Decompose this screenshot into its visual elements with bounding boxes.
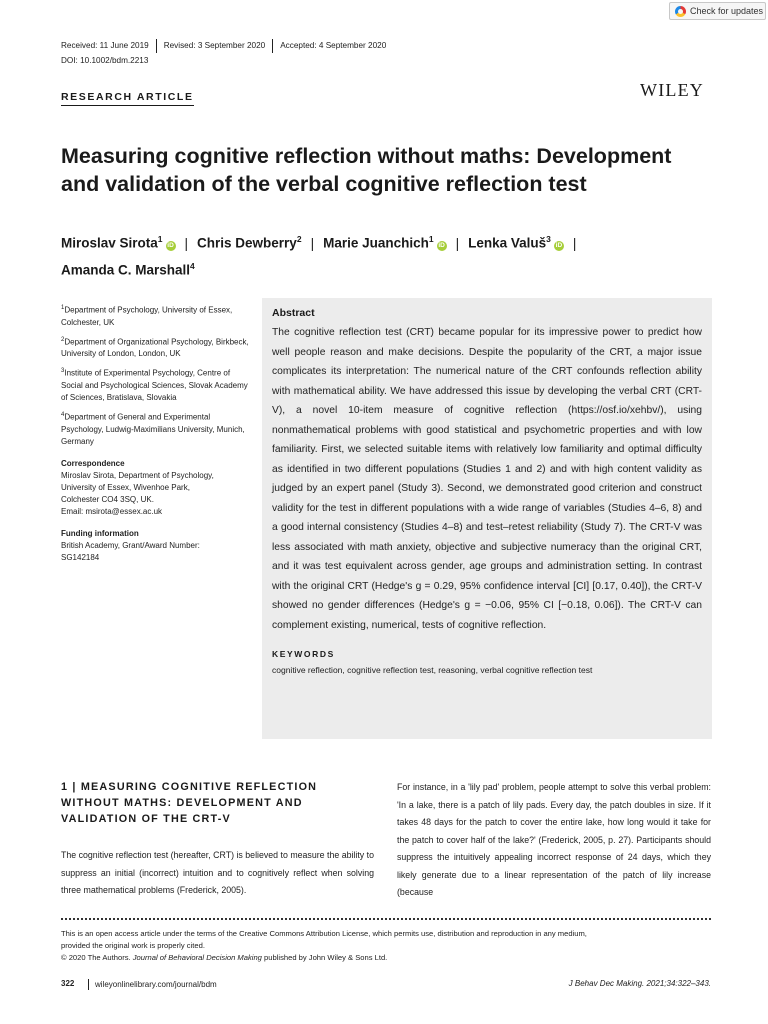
abstract-heading: Abstract [272,307,315,319]
funding-heading: Funding information [61,528,139,538]
author-name[interactable]: Chris Dewberry [197,235,297,251]
affiliation-text: Department of Psychology, University of Essex, Colchester, UK [61,305,233,327]
affiliation-sup: 2 [61,336,65,343]
keywords-heading: KEYWORDS [272,649,335,659]
author-affiliation-sup: 4 [190,260,195,271]
affiliation-item [61,334,251,361]
journal-site-link[interactable]: wileyonlinelibrary.com/journal/bdm [88,979,217,990]
journal-name: Journal of Behavioral Decision Making [132,953,262,962]
open-access-notice [61,928,711,964]
footnote-divider [61,918,711,920]
affiliation-text: Department of Organizational Psychology, Birkbeck, University of London, London, UK [61,337,249,359]
article-dates [61,39,393,53]
crossmark-icon [675,6,686,17]
author-affiliation-sup: 3 [546,234,551,244]
correspondence-line: Miroslav Sirota, Department of Psychology, [61,470,214,480]
affiliation-text: Department of General and Experimental Psychology, Ludwig-Maximilians University, Munich, Germany [61,412,245,446]
revised-date: Revised: 3 September 2020 [156,39,273,53]
body-column-right: For instance, in a 'lily pad' problem, people attempt to solve this verbal problem: 'In a lake, there is a patch of lily pads. Every day, the patch doubles in size. If it takes 48 days for the patch to cover the entire lake, how long would it take for the patch to cover half of the lake?' (Frederick, 2005, p. 27). Participants should suppress the intuitively appealing incorrect response of 24 days, which they likely generate due to a linear representation of the patch of lily increase (because [397,782,711,897]
keywords-text: cognitive reflection, cognitive reflection test, reasoning, verbal cognitive reflection test [272,665,593,675]
affiliation-text: Institute of Experimental Psychology, Centre of Social and Psychological Sciences, Slovak Academy of Sciences, Bratislava, Slovakia [61,368,248,402]
check-for-updates-button[interactable] [669,2,766,20]
copyright-line [61,952,711,964]
author-separator: | [184,235,189,251]
author-name[interactable]: Amanda C. Marshall [61,262,191,277]
copyright-prefix: © 2020 The Authors. [61,953,133,962]
author-affiliation-sup: 2 [296,234,302,244]
author-separator: | [455,235,460,251]
correspondence-line: University of Essex, Wivenhoe Park, [61,482,190,492]
funding-line: SG142184 [61,552,100,562]
author-name[interactable]: Miroslav Sirota [61,235,158,251]
author-separator: | [572,235,577,251]
funding-line: British Academy, Grant/Award Number: [61,540,200,550]
publisher-logo: WILEY [640,80,704,100]
author-affiliation-sup: 1 [428,234,434,244]
correspondence-heading: Correspondence [61,458,125,468]
article-title-line1: Measuring cognitive reflection without maths: Development [61,144,672,168]
affiliation-sup: 1 [61,305,65,311]
article-title [61,142,711,198]
orcid-icon[interactable]: iD [438,241,445,249]
affiliation-item [61,365,251,404]
page-number: 322 [61,979,75,988]
check-for-updates-label: Check for updates [690,6,764,16]
body-column-left: The cognitive reflection test (hereafter, CRT) is believed to measure the ability to suppress an initial (incorrect) intuition and to cognitively reflect when solving three mathematical problems (Frederick, 2005). [61,850,374,895]
orcid-icon[interactable]: iD [167,241,174,249]
author-affiliation-sup: 1 [157,234,163,244]
author-list [61,228,711,281]
affiliation-item [61,302,251,329]
correspondence-email[interactable]: Email: msirota@essex.ac.uk [61,506,163,516]
correspondence-line: Colchester CO4 3SQ, UK. [61,494,154,504]
doi-link[interactable]: DOI: 10.1002/bdm.2213 [61,56,149,65]
author-name[interactable]: Marie Juanchich [323,235,429,251]
received-date: Received: 11 June 2019 [61,41,149,50]
section-heading: 1 | MEASURING COGNITIVE REFLECTION WITHOUT MATHS: DEVELOPMENT AND VALIDATION OF THE CRT-V [61,781,318,825]
author-name[interactable]: Lenka Valuš [468,235,547,251]
journal-citation: J Behav Dec Making. 2021;34:322–343. [568,979,711,988]
open-access-line: This is an open access article under the terms of the Creative Commons Attribution License, which permits use, distribution and reproduction in any medium, [61,929,587,938]
author-info-sidebar [61,302,251,564]
abstract-box [262,298,712,739]
affiliation-item [61,409,251,448]
orcid-icon[interactable]: iD [555,241,563,249]
open-access-line: provided the original work is properly cited. [61,941,205,950]
article-type-label: RESEARCH ARTICLE [61,91,194,106]
affiliation-sup: 3 [61,368,65,375]
copyright-suffix: published by John Wiley & Sons Ltd. [261,953,388,962]
abstract-text: The cognitive reflection test (CRT) became popular for its impressive power to predict how well people reason and make decisions. Despite the popularity of the CRT, a major issue complicates its interpretation: The numerical nature of the CRT confounds reflection ability with mathematical ability. We have addressed this issue by developing the verbal CRT (CRT-V), a novel 10-item measure of cognitive reflection (https://osf.io/xehbv/), using nonmathematical problems with good statistical and psychometric properties and with low familiarity. First, we selected suitable items with relatively low familiarity and optimal difficulty as identified in two different populations (Studies 1 and 2) and with high content validity as judged by an expert panel (Study 3). Second, we demonstrated good criterion and construct validity for the test in different populations with a wide range of variables (Studies 4–6, 8) and a good internal consistency (Studies 4–8) and test–retest reliability (Study 7). The CRT-V was less associated with math anxiety, objective and subjective numeracy than the original CRT, and it was test equivalent across gender, age groups and administration setting. In contrast with the original CRT (Hedge's g = 0.29, 95% confidence interval [CI] [0.17, 0.40]), the CRT-V showed no gender differences (Hedge's g = −0.06, 95% CI [−0.18, 0.06]). The CRT-V can complement existing, numerical, tests of cognitive reflection. [272,327,702,631]
accepted-date: Accepted: 4 September 2020 [272,39,393,53]
author-separator: | [310,235,315,251]
article-title-line2: and validation of the verbal cognitive reflection test [61,172,587,196]
affiliation-sup: 4 [61,411,65,418]
